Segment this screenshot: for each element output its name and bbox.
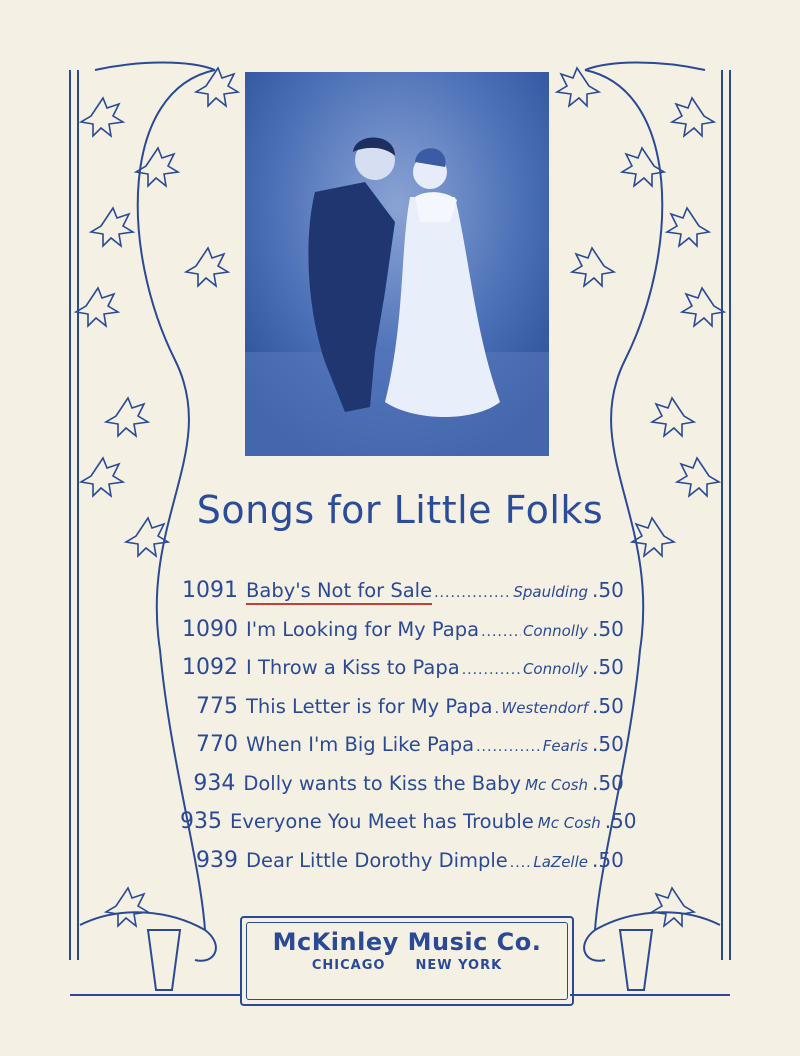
song-row (180, 693, 624, 733)
song-title: Everyone You Meet has Trouble (230, 810, 534, 833)
publisher-name: McKinley Music Co. (272, 928, 542, 956)
publisher-box (240, 916, 574, 1006)
dot-leader (495, 701, 500, 717)
song-price: .50 (604, 809, 637, 833)
song-number: 770 (196, 732, 238, 757)
song-title: I Throw a Kiss to Papa (246, 656, 460, 679)
song-row (180, 847, 624, 887)
song-price: .50 (592, 578, 624, 602)
song-row (180, 732, 624, 771)
song-number: 939 (196, 847, 238, 873)
song-price: .50 (592, 847, 624, 872)
song-row (180, 809, 637, 848)
song-number: 775 (196, 693, 238, 719)
song-composer: Connolly (522, 621, 588, 640)
song-title: I'm Looking for My Papa (246, 617, 480, 641)
song-row (180, 578, 624, 617)
song-title: Dolly wants to Kiss the Baby (243, 771, 522, 795)
song-composer: Connolly (522, 660, 588, 678)
song-number: 1091 (182, 578, 238, 603)
dot-leader (481, 624, 521, 640)
song-composer: Mc Cosh (537, 814, 601, 832)
song-composer: LaZelle (533, 852, 588, 871)
song-price: .50 (592, 732, 624, 756)
song-composer: Westendorf (501, 698, 588, 717)
dot-leader (462, 662, 521, 678)
song-composer: Spaulding (513, 583, 588, 601)
cover-title: Songs for Little Folks (196, 488, 604, 532)
song-price: .50 (592, 616, 624, 641)
song-title: Dear Little Dorothy Dimple (246, 848, 508, 872)
song-list (180, 578, 637, 886)
song-price: .50 (592, 770, 624, 795)
song-row (180, 770, 624, 810)
couple-illustration (245, 72, 549, 456)
song-title: This Letter is for My Papa (246, 694, 493, 718)
song-price: .50 (592, 655, 624, 679)
song-number: 935 (180, 809, 222, 834)
song-number: 1092 (182, 655, 238, 680)
song-row (180, 655, 624, 694)
publisher-city-new-york: NEW YORK (415, 958, 503, 973)
dot-leader (434, 585, 511, 601)
publisher-cities (242, 958, 572, 973)
song-composer: Mc Cosh (525, 775, 588, 794)
publisher-city-chicago: CHICAGO (311, 958, 386, 973)
song-title: When I'm Big Like Papa (246, 733, 475, 756)
song-price: .50 (592, 693, 624, 718)
song-row (180, 616, 624, 656)
song-number: 934 (193, 770, 236, 796)
dot-leader (476, 739, 541, 755)
song-composer: Fearis (542, 737, 588, 755)
dot-leader (510, 855, 532, 871)
song-number: 1090 (182, 616, 238, 642)
song-title: Baby's Not for Sale (246, 579, 432, 605)
